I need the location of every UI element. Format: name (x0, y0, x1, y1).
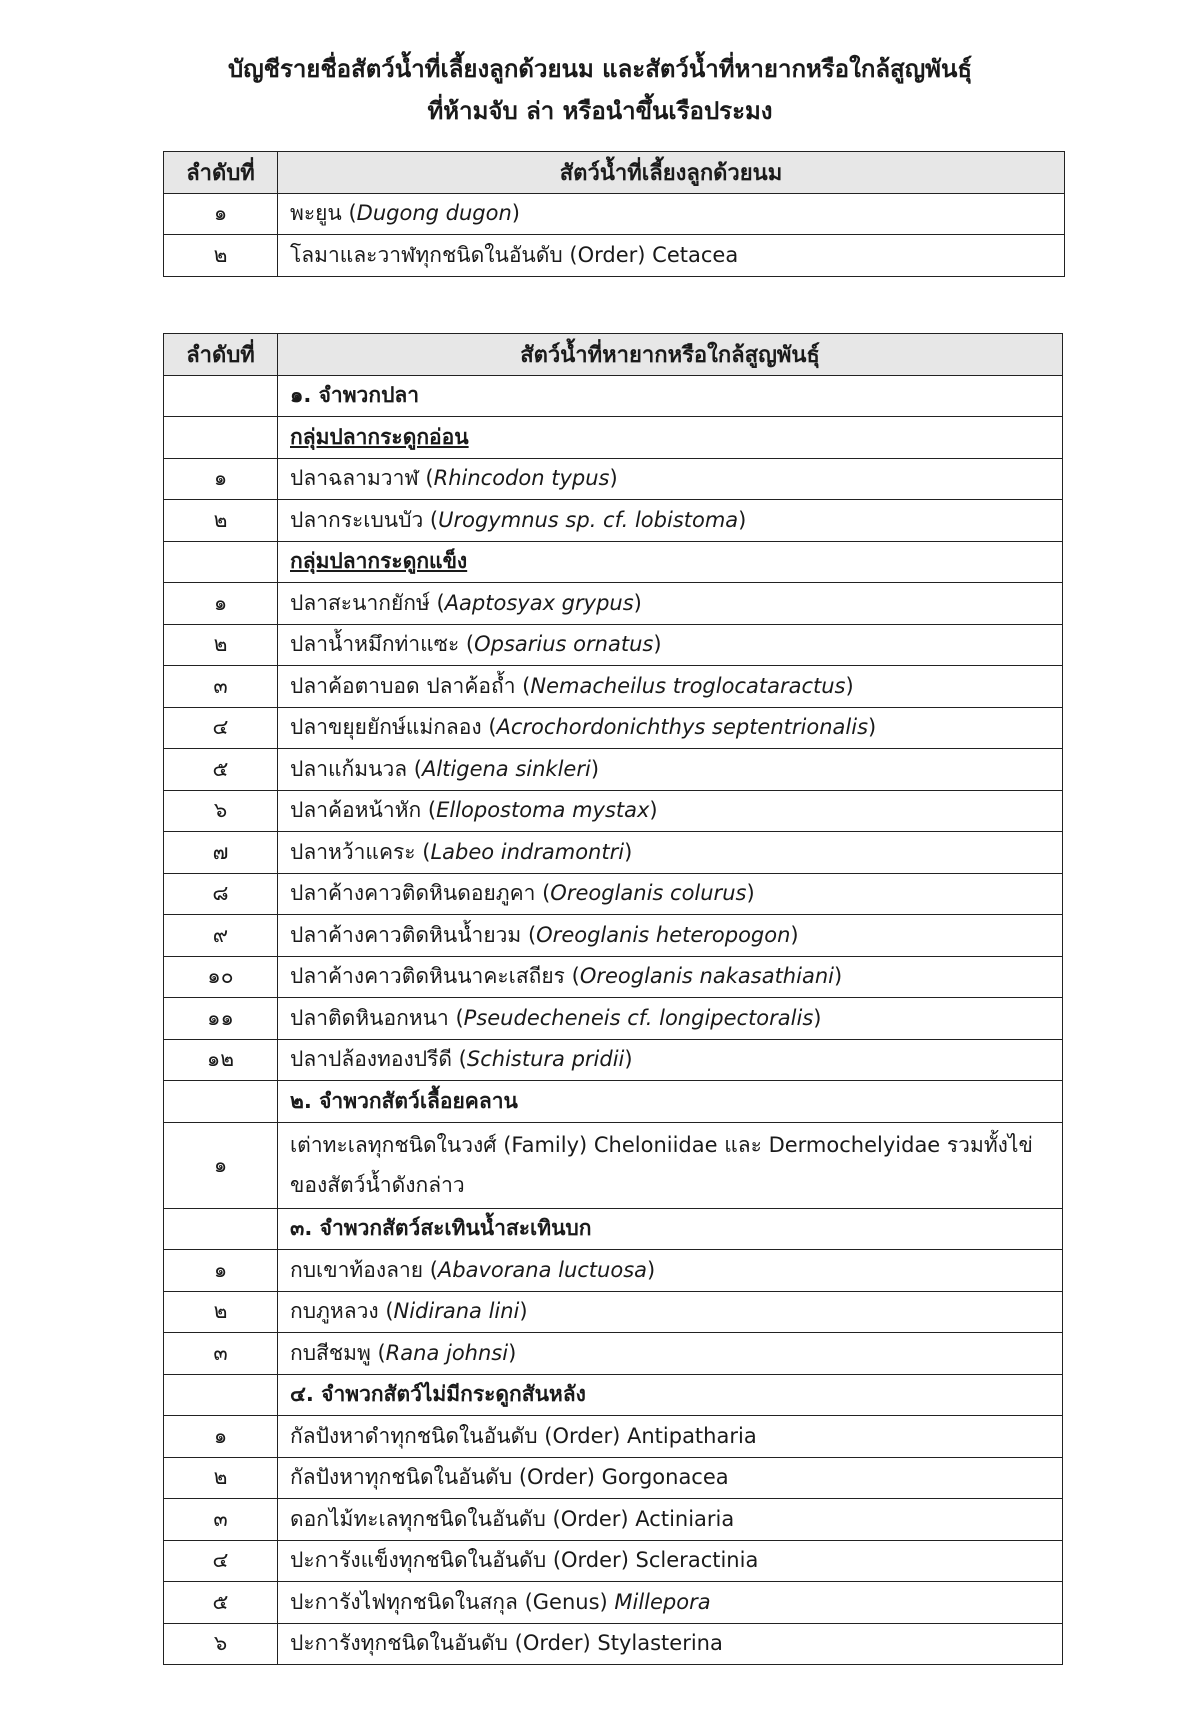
row-number: ๒ (164, 1457, 278, 1499)
species-name: ปลาค้างคาวติดหินน้ำยวม ( (290, 922, 537, 947)
category-heading: ๑. จำพวกปลา (290, 383, 420, 408)
column-header-name: สัตว์น้ำที่หายากหรือใกล้สูญพันธุ์ (278, 334, 1063, 376)
species-name: ปะการังทุกชนิดในอันดับ (Order) Stylasterina (290, 1631, 723, 1656)
scientific-name: Acrochordonichthys septentrionalis (496, 715, 869, 740)
species-name: กัลปังหาดำทุกชนิดในอันดับ (Order) Antipatharia (290, 1423, 757, 1448)
category-heading: ๔. จำพวกสัตว์ไม่มีกระดูกสันหลัง (290, 1382, 586, 1407)
table-row (164, 1540, 1063, 1582)
document-title (0, 48, 1200, 132)
row-number: ๔ (164, 707, 278, 749)
species-name: ปลาติดหินอกหนา ( (290, 1005, 464, 1030)
row-number: ๕ (164, 749, 278, 791)
closing-parenthesis: ) (868, 715, 877, 740)
closing-parenthesis: ) (633, 590, 642, 615)
closing-parenthesis: ) (508, 1340, 517, 1365)
scientific-name: Opsarius ornatus (474, 632, 654, 657)
row-name-cell (278, 1582, 1063, 1624)
scientific-name: Oreoglanis colurus (550, 881, 747, 906)
row-number: ๒ (164, 500, 278, 542)
row-number: ๖ (164, 1623, 278, 1665)
row-number (164, 375, 278, 417)
scientific-name: Nidirana lini (393, 1299, 520, 1324)
species-name: กบภูหลวง ( (290, 1299, 394, 1324)
table-row (164, 666, 1063, 708)
row-number: ๒ (164, 624, 278, 666)
row-number: ๓ (164, 1333, 278, 1375)
scientific-name: Millepora (614, 1589, 711, 1614)
row-number (164, 417, 278, 459)
species-name: ปะการังแข็งทุกชนิดในอันดับ (Order) Scleractinia (290, 1548, 759, 1573)
row-number: ๔ (164, 1540, 278, 1582)
table-row (164, 1122, 1063, 1208)
rare-species-table (163, 333, 1063, 1665)
closing-parenthesis: ) (746, 881, 755, 906)
scientific-name: Altigena sinkleri (421, 756, 591, 781)
table-row (164, 1081, 1063, 1123)
table-row (164, 375, 1063, 417)
species-name: กัลปังหาทุกชนิดในอันดับ (Order) Gorgonacea (290, 1465, 729, 1490)
scientific-name: Nemacheilus troglocataractus (530, 673, 846, 698)
table-row (164, 832, 1063, 874)
row-number: ๑ (164, 193, 278, 235)
table-row (164, 417, 1063, 459)
row-name-cell (278, 235, 1065, 277)
column-header-no: ลำดับที่ (164, 334, 278, 376)
row-number: ๖ (164, 790, 278, 832)
table-row (164, 1208, 1063, 1250)
table-header-row (164, 334, 1063, 376)
table-row (164, 458, 1063, 500)
row-name-cell (278, 458, 1063, 500)
closing-parenthesis: ) (590, 756, 600, 781)
table-row (164, 1457, 1063, 1499)
scientific-name: Abavorana luctuosa (437, 1257, 648, 1282)
row-number: ๓ (164, 1499, 278, 1541)
column-header-name: สัตว์น้ำที่เลี้ยงลูกด้วยนม (278, 152, 1065, 194)
row-number (164, 1208, 278, 1250)
table-row (164, 998, 1063, 1040)
species-name: ดอกไม้ทะเลทุกชนิดในอันดับ (Order) Actiniaria (290, 1506, 735, 1531)
row-name-cell (278, 707, 1063, 749)
row-name-cell (278, 1291, 1063, 1333)
table-row (164, 1374, 1063, 1416)
species-name: พะยูน ( (290, 201, 357, 226)
row-name-cell (278, 1540, 1063, 1582)
species-name: ปลาน้ำหมึกท่าแซะ ( (290, 632, 475, 657)
scientific-name: Oreoglanis nakasathiani (579, 964, 834, 989)
scientific-name: Rana johnsi (385, 1340, 509, 1365)
closing-parenthesis: ) (738, 507, 747, 532)
row-name-cell (278, 624, 1063, 666)
row-name-cell (278, 541, 1063, 583)
scientific-name: Aaptosyax grypus (444, 590, 634, 615)
scientific-name: Dugong dugon (356, 201, 512, 226)
scientific-name: Rhincodon typus (433, 466, 610, 491)
species-name: ปลาค้างคาวติดหินดอยภูคา ( (290, 881, 551, 906)
species-name: ปะการังไฟทุกชนิดในสกุล (Genus) (290, 1589, 615, 1614)
title-line-2: ที่ห้ามจับ ล่า หรือนำขึ้นเรือประมง (427, 97, 773, 125)
closing-parenthesis: ) (624, 839, 633, 864)
table-row (164, 1416, 1063, 1458)
row-number: ๕ (164, 1582, 278, 1624)
row-number: ๒ (164, 235, 278, 277)
closing-parenthesis: ) (845, 673, 854, 698)
table-row (164, 873, 1063, 915)
closing-parenthesis: ) (609, 466, 618, 491)
scientific-name: Urogymnus sp. cf. lobistoma (438, 507, 739, 532)
mammals-table (163, 151, 1065, 277)
table-row (164, 624, 1063, 666)
row-name-cell (278, 1081, 1063, 1123)
row-name-cell (278, 500, 1063, 542)
row-name-cell (278, 1122, 1063, 1208)
row-number (164, 1081, 278, 1123)
table-row (164, 1291, 1063, 1333)
species-name: กบเขาท้องลาย ( (290, 1257, 438, 1282)
table-row (164, 1250, 1063, 1292)
species-name: ปลาฉลามวาฬ ( (290, 466, 434, 491)
row-name-cell (278, 1039, 1063, 1081)
species-name: ปลาค้างคาวติดหินนาคะเสถียร ( (290, 964, 580, 989)
row-name-cell (278, 1208, 1063, 1250)
species-name: ปลาค้อตาบอด ปลาค้อถ้ำ ( (290, 673, 531, 698)
row-name-cell (278, 375, 1063, 417)
species-name: ปลากระเบนบัว ( (290, 507, 439, 532)
row-name-cell (278, 749, 1063, 791)
row-name-cell (278, 1333, 1063, 1375)
row-name-cell (278, 873, 1063, 915)
closing-parenthesis: ) (653, 632, 662, 657)
species-name: ปลาขยุยยักษ์แม่กลอง ( (290, 715, 497, 740)
species-name: ปลาค้อหน้าหัก ( (290, 798, 437, 823)
title-line-1: บัญชีรายชื่อสัตว์น้ำที่เลี้ยงลูกด้วยนม และสัตว์น้ำที่หายากหรือใกล้สูญพันธุ์ (227, 55, 973, 83)
row-number (164, 541, 278, 583)
species-name: ปลาแก้มนวล ( (290, 756, 422, 781)
species-name: ปลาปล้องทองปรีดี ( (290, 1047, 467, 1072)
row-name-cell (278, 193, 1065, 235)
table-row (164, 749, 1063, 791)
scientific-name: Pseudecheneis cf. longipectoralis (463, 1005, 814, 1030)
closing-parenthesis: ) (647, 1257, 656, 1282)
row-name-cell (278, 1457, 1063, 1499)
closing-parenthesis: ) (833, 964, 843, 989)
scientific-name: Ellopostoma mystax (436, 798, 650, 823)
row-number: ๑๑ (164, 998, 278, 1040)
row-name-cell (278, 956, 1063, 998)
table-row (164, 1333, 1063, 1375)
row-number: ๓ (164, 666, 278, 708)
row-name-cell (278, 915, 1063, 957)
table-row (164, 956, 1063, 998)
scientific-name: Oreoglanis heteropogon (536, 922, 791, 947)
table-row (164, 1039, 1063, 1081)
table-row (164, 500, 1063, 542)
row-name-cell (278, 998, 1063, 1040)
row-name-cell (278, 1416, 1063, 1458)
table-row (164, 707, 1063, 749)
row-name-cell (278, 790, 1063, 832)
row-name-cell (278, 1499, 1063, 1541)
closing-parenthesis: ) (511, 201, 520, 226)
species-name: ปลาหว้าแคระ ( (290, 839, 431, 864)
row-number (164, 1374, 278, 1416)
table-row (164, 1499, 1063, 1541)
species-name: เต่าทะเลทุกชนิดในวงศ์ (Family) Cheloniidae และ Dermochelyidae รวมทั้งไข่ของสัตว์น้ำดังกล่าว (290, 1133, 1033, 1197)
species-name: โลมาและวาฬทุกชนิดในอันดับ (Order) Cetacea (290, 242, 739, 267)
table-row (164, 583, 1063, 625)
row-number: ๒ (164, 1291, 278, 1333)
row-name-cell (278, 1250, 1063, 1292)
closing-parenthesis: ) (624, 1047, 633, 1072)
scientific-name: Labeo indramontri (430, 839, 625, 864)
row-number: ๑ (164, 1122, 278, 1208)
closing-parenthesis: ) (519, 1299, 528, 1324)
closing-parenthesis: ) (790, 922, 799, 947)
row-number: ๑๐ (164, 956, 278, 998)
category-heading: ๒. จำพวกสัตว์เลื้อยคลาน (290, 1088, 518, 1113)
column-header-no: ลำดับที่ (164, 152, 278, 194)
row-number: ๙ (164, 915, 278, 957)
table-row (164, 915, 1063, 957)
table-row (164, 193, 1065, 235)
row-name-cell (278, 583, 1063, 625)
scientific-name: Schistura pridii (466, 1047, 625, 1072)
subgroup-heading: กลุ่มปลากระดูกแข็ง (290, 549, 468, 574)
row-name-cell (278, 417, 1063, 459)
table-header-row (164, 152, 1065, 194)
row-number: ๑ (164, 1250, 278, 1292)
species-name: กบสีชมพู ( (290, 1340, 386, 1365)
table-row (164, 1582, 1063, 1624)
row-name-cell (278, 832, 1063, 874)
closing-parenthesis: ) (813, 1005, 822, 1030)
species-name: ปลาสะนากยักษ์ ( (290, 590, 445, 615)
row-name-cell (278, 1374, 1063, 1416)
table-row (164, 1623, 1063, 1665)
row-name-cell (278, 666, 1063, 708)
table-row (164, 541, 1063, 583)
subgroup-heading: กลุ่มปลากระดูกอ่อน (290, 424, 469, 449)
closing-parenthesis: ) (649, 798, 658, 823)
table-row (164, 790, 1063, 832)
row-number: ๑ (164, 583, 278, 625)
row-number: ๑ (164, 458, 278, 500)
row-number: ๑ (164, 1416, 278, 1458)
table-row (164, 235, 1065, 277)
row-number: ๘ (164, 873, 278, 915)
row-number: ๑๒ (164, 1039, 278, 1081)
row-number: ๗ (164, 832, 278, 874)
category-heading: ๓. จำพวกสัตว์สะเทินน้ำสะเทินบก (290, 1216, 592, 1241)
row-name-cell (278, 1623, 1063, 1665)
